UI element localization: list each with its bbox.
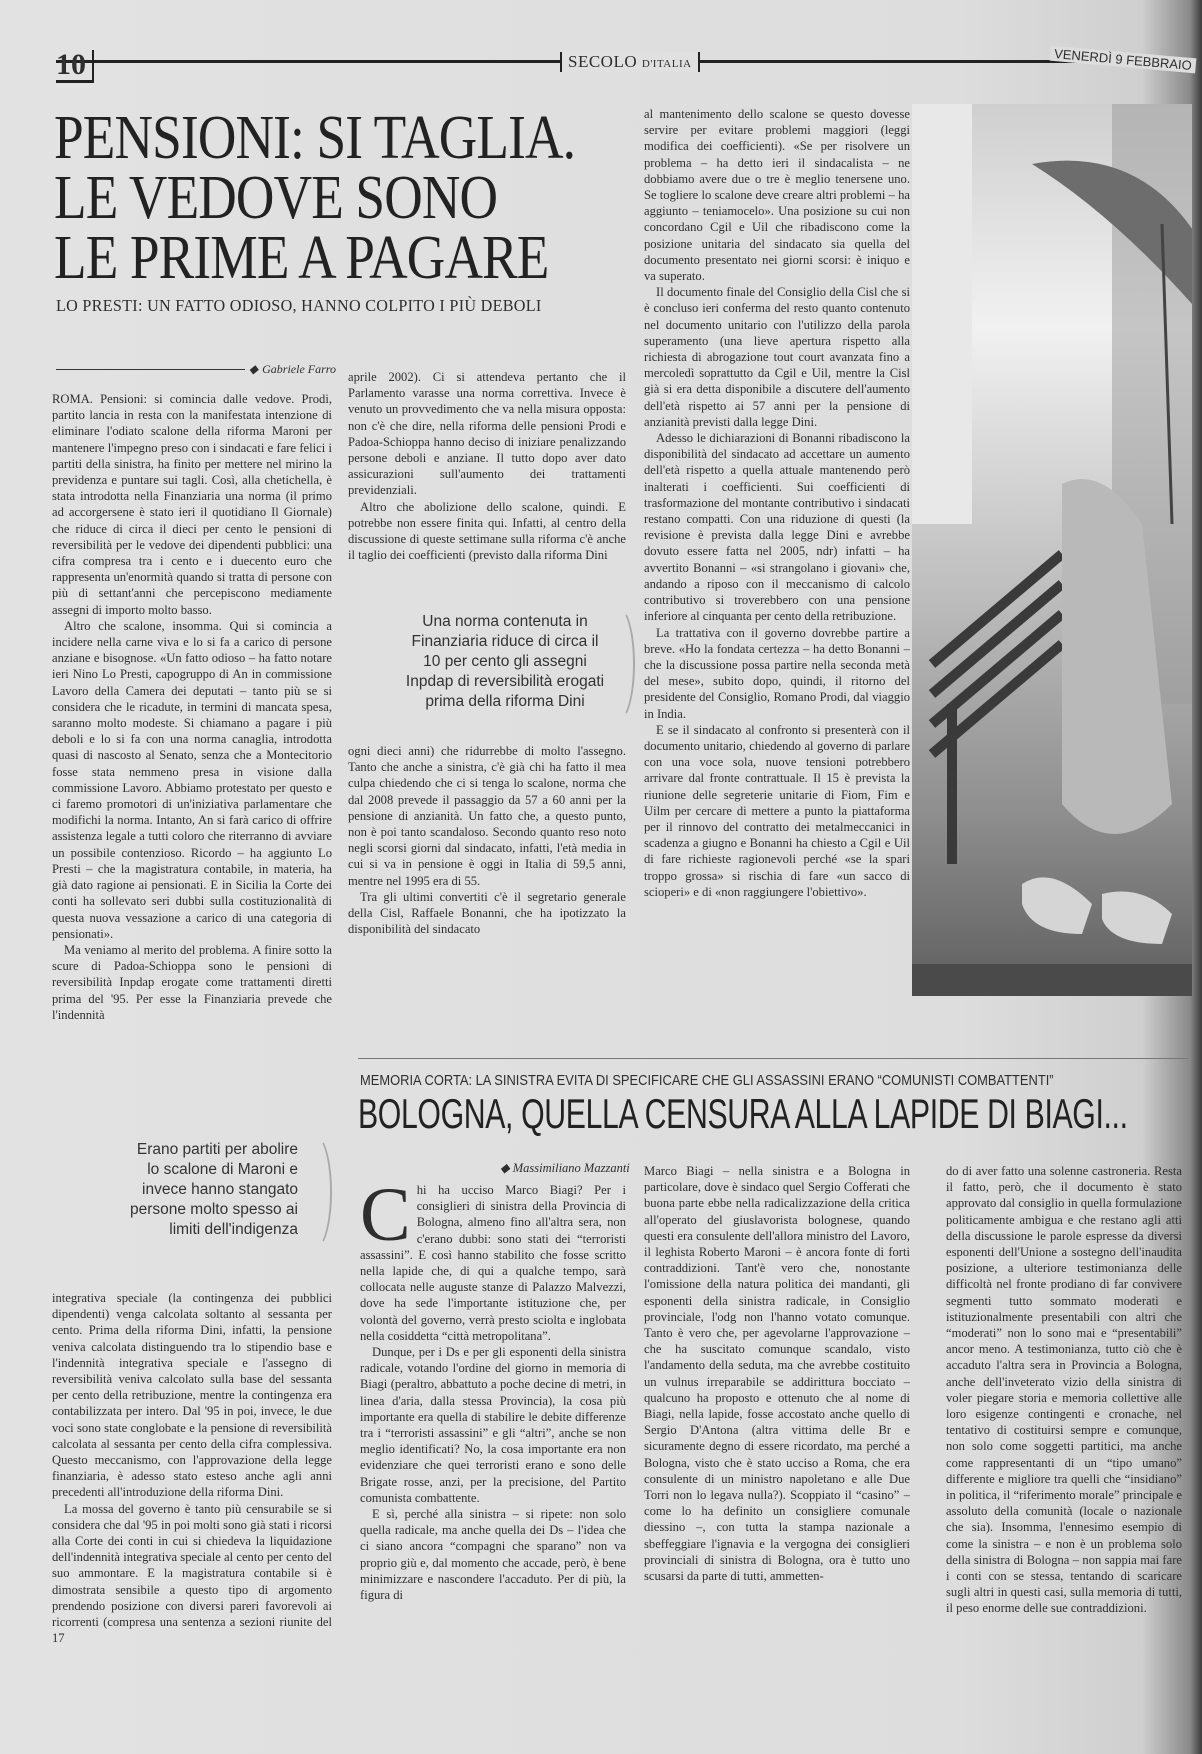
article-column-2-top — [348, 369, 626, 564]
paragraph: Altro che abolizione dello scalone, quindi. E potrebbe non essere finita qui. Infatti, al centro della discussione di queste settimane sulla riforma c'è anche il taglio dei coefficienti (previsto dalla riforma Dini — [348, 499, 626, 563]
paragraph: La trattativa con il governo dovrebbe partire a breve. «Ho la fondata certezza – ha detto Bonanni – che la discussione possa partire nella seconda metà del mese», subito dopo, quindi, il ritorno del presidente del Consiglio, Romano Prodi, dal viaggio in India. — [644, 625, 910, 721]
paragraph: Dunque, per i Ds e per gli esponenti della sinistra radicale, votando l'ordine del giorno in memoria di Biagi (peraltro, abbattuto a poche decine di metri, in linea d'aria, dalla stessa Provincia), la cosa più importante era quella di stabilire le debite differenze tra i “terroristi assassini” e gli “altri”, anche se non meglio identificati? No, la cosa importante era non evidenziare che quei terroristi erano e sono delle Brigate rosse, anzi, per la precisione, del Partito comunista combattente. — [360, 1345, 626, 1505]
author: Massimiliano Mazzanti — [512, 1161, 630, 1175]
drop-cap: C — [360, 1182, 411, 1257]
diamond-icon: ◆ — [500, 1161, 513, 1175]
headline-line: LE VEDOVE SONO — [54, 164, 498, 232]
author: Gabriele Farro — [262, 362, 336, 376]
byline — [56, 362, 336, 377]
article2-title: BOLOGNA, QUELLA CENSURA ALLA LAPIDE DI BIAGI... — [358, 1090, 1128, 1137]
article2-column-2 — [644, 1163, 910, 1734]
headline-line: LE PRIME A PAGARE — [54, 224, 549, 292]
article-column-2-bottom — [348, 743, 626, 998]
article2-kicker: MEMORIA CORTA: LA SINISTRA EVITA DI SPECIFICARE CHE GLI ASSASSINI ERANO “COMUNISTI COMBATTENTI” — [360, 1072, 1054, 1089]
pull-quote-text: Una norma contenuta in Finanziaria riduce di circa il 10 per cento gli assegni Inpdap di reversibilità erogati prima della riforma Dini — [405, 613, 605, 710]
paragraph: Adesso le dichiarazioni di Bonanni ribadiscono la disponibilità del sindacato ad accettare un aumento dell'età rispetto a quella attuale mantenendo però inalterati i coefficienti. Sui coefficienti di trasformazione del montante contributivo i sindacati restano compatti. Con una riduzione di questi (la revisione è prevista dalla legge Dini e avrebbe dovuto essere fatta nel 2005, ndr) infatti – ha avvertito Bonanni – «si strangolano i giovani» che, andando a riposo con il meccanismo di calcolo contributivo si troverebbero con una pensione inferiore al cinquanta per cento della retribuzione. — [644, 431, 910, 624]
photo-elderly-woman-bench — [912, 104, 1192, 996]
paragraph: ogni dieci anni) che ridurrebbe di molto l'assegno. Tanto che anche a sinistra, c'è già chi ha fatto il mea culpa chiedendo che ci si tenga lo scalone, norma che dal 2008 prevede il passaggio da 57 a 60 anni per la pensione di anzianità. Un fatto che, a questo punto, non è poi tanto scandaloso. Secondo quanto reso noto negli scorsi giorni dal sindacato, infatti, l'età media in cui si va in pensione è oggi in Italia di 59,5 anni, mentre nel 1995 era di 55. — [348, 744, 626, 888]
paragraph: E sì, perché alla sinistra – si ripete: non solo quella radicale, ma anche quella dei Ds – l'idea che ci siano ancora “compagni che sparano” non va proprio giù e, dal momento che accade, però, è bene minimizzare e nascondere l'accaduto. Per di più, la figura di — [360, 1507, 626, 1603]
pull-quote — [405, 612, 605, 712]
paragraph: Marco Biagi – nella sinistra e a Bologna in particolare, dove è sindaco quel Sergio Cofferati che buona parte ebbe nella radicalizzazione della critica all'operato del giuslavorista bolognese, quando questi era consulente dell'allora ministro del Lavoro, il leghista Roberto Maroni – è ancora fonte di forti contraddizioni. Tant'è vero che, nonostante l'omissione della natura politica dei mandanti, gli esponenti della sinistra radicale, in Consiglio provinciale, l'odg non l'hanno votato comunque. Tanto è vero che, per agevolarne l'approvazione – che ha suscitato comunque scandalo, visto l'andamento della seduta, ma che avrebbe costituito un vulnus irreparabile se addirittura bocciato – qualcuno ha proposto e ottenuto che al nome di Biagi, nella lapide, fosse accostato anche quello di Sergio D'Antona (altra vittima delle Br e sicuramente degno di essere ricordato, ma perché a Bologna, visto che è stato ucciso a Roma, che era consulente di un ministro napoletano e alle Due Torri non lo legava nulla?). Scoppiato il “casino” – come lo ha definito un consigliere comunale diessino –, con tutta la stampa nazionale a sbeffeggiare l'ignavia e la vergogna dei consiglieri provinciali di sinistra di Bologna, ora è tutto uno scusarsi da parte di tutti, ammetten- — [644, 1164, 910, 1584]
section-divider — [358, 1058, 1188, 1059]
paragraph: Ma veniamo al merito del problema. A finire sotto la scure di Padoa-Schioppa sono le pensioni di reversibilità Inpdap erogate come trattamenti diretti prima del '95. Per esse la Finanziaria prevede che l'indennità — [52, 942, 332, 1022]
page-number: 10 — [56, 50, 94, 83]
article2-column-1 — [360, 1182, 626, 1734]
paragraph: Il documento finale del Consiglio della Cisl che si è concluso ieri conferma del resto quanto contenuto nel documento unitario con l'utilizzo della parola superamento (una lieve apertura rispetto alla richiesta di abrogazione tout court avanzata fino a mercoledì soprattutto da Cgil e Uil, mentre la Cisl già si era detta disponibile a discutere dell'aumento dell'età rispetto ai 57 anni per la pensione di anzianità previsti dalla legge Dini. — [644, 285, 910, 429]
headline — [54, 104, 660, 292]
pull-quote-2 — [122, 1140, 298, 1240]
photo-illustration — [912, 104, 1192, 996]
paragraph: al mantenimento dello scalone se questo dovesse servire per evitare problemi maggiori (leggi modifica dei coefficienti). «Se per risolvere un problema – ha detto ieri il sindacalista – ne dobbiamo avere due o tre è meglio tenersene uno. Se togliere lo scalone deve creare altri problemi – ha aggiunto – teniamocelo». Una posizione su cui non concordano Cgil e Uil che ribadiscono come la posizione unitaria del sindacato sia quella del documento presentato nei giorni scorsi: è iniquo e va superato. — [644, 107, 910, 284]
paragraph: ROMA. Pensioni: si comincia dalle vedove. Prodi, partito lancia in resta con la manifestata intenzione di eliminare l'odiato scalone della riforma Maroni per mantenere l'impegno preso con i sindacati e fare felici i partiti della sinistra, ha finito per mettere nel mirino la previdenza e puntare sui tagli. Così, alla chetichella, è stata introdotta nella Finanziaria una norma (il primo ad accorgersene è stato ieri il quotidiano Il Giornale) che riduce di circa il dieci per cento le pensioni di reversibilità per le vedove dei dipendenti pubblici: una cifra compresa tra i cento e i duecento euro che rappresenta un'enormità quando si tratta di persone con più di settant'anni che percepiscono mediamente assegni di importo molto basso. — [52, 392, 332, 617]
headline-line: PENSIONI: SI TAGLIA. — [54, 104, 576, 172]
paren-decoration — [298, 1134, 332, 1250]
subheadline: LO PRESTI: UN FATTO ODIOSO, HANNO COLPITO I PIÙ DEBOLI — [56, 296, 542, 315]
paren-decoration — [601, 606, 635, 722]
byline-rule — [56, 369, 245, 370]
paragraph: Altro che scalone, insomma. Qui si comincia a incidere nella carne viva e lo si fa a carico di persone anziane e bisognose. «Un fatto odioso – ha fatto notare ieri Nino Lo Presti, capogruppo di An in commissione Lavoro della Camera dei deputati – tanto più se si considera che le ricadute, in termini di mancata spesa, saranno molto modeste. Si chiamano a pagare i più deboli e lo si fa con una norma canaglia, introdotta quasi di nascosto al Senato, senza che a Montecitorio fosse stata nemmeno presa in visione dalla commissione Lavoro. Abbiamo protestato per questo e ci faremo promotori di un'iniziativa parlamentare che modifichi la norma. Intanto, An si farà carico di offrire assistenza legale a tutti coloro che riterranno di avviare un possibile contenzioso. Ricordo – ha aggiunto Lo Presti – che la magistratura contabile, in materia, ha già dato ragione ai pensionati. E in Sicilia la Corte dei conti ha sollevato seri dubbi sulla costituzionalità di questa nuova vessazione a carico di una categoria di pensionati». — [52, 618, 332, 941]
masthead-main: SECOLO — [568, 52, 638, 71]
diamond-icon: ◆ — [248, 362, 259, 376]
article2-column-3 — [946, 1163, 1182, 1734]
paragraph: Tra gli ultimi convertiti c'è il segretario generale della Cisl, Raffaele Bonanni, che ha ipotizzato la disponibilità del sindacato — [348, 889, 626, 937]
paragraph: hi ha ucciso Marco Biagi? Per i consiglieri di sinistra della Provincia di Bologna, almeno fino all'altra sera, non c'erano dubbi: sono stati dei “terroristi assassini”. E così hanno stabilito che fosse scritto nella lapide che, di qui a qualche tempo, sarà collocata nelle auguste stanze di Palazzo Malvezzi, dove ha sede l'importante istituzione che, per volontà del governo, verrà presto sciolta e inglobata nella cosiddetta “città metropolitana”. — [360, 1183, 626, 1343]
article-column-1-top — [52, 391, 332, 1109]
paragraph: E se il sindacato al confronto si presenterà con il documento unitario, chiedendo al governo di parlare con una voce sola, nuove tensioni potrebbero arrivare dal fronte contrattuale. Il 15 è prevista la riunione delle segreterie unitarie di Fiom, Fim e Uilm per cercare di mettere a punto la piattaforma per il rinnovo del contratto dei metalmeccanici in scadenza a giugno e Bonanni ha chiesto a Cgil e Uil di fare richieste ragionevoli perché «se la spari troppo grossa» si rischia di fare «un sacco di scioperi» e di «non raggiungere l'obiettivo». — [644, 722, 910, 899]
masthead — [560, 52, 700, 72]
masthead-small: D'ITALIA — [641, 58, 692, 70]
pull-quote-text: Erano partiti per abolire lo scalone di Maroni e invece hanno stangato persone molto spesso ai limiti dell'indigenza — [129, 1141, 298, 1238]
paragraph: integrativa speciale (la contingenza dei pubblici dipendenti) venga calcolata soltanto al sessanta per cento. Prima della riforma Dini, infatti, la pensione veniva calcolata distinguendo tra lo stipendio base e l'indennità integrativa speciale e l'assegno di reversibilità veniva calcolato sulla base del sessanta per cento della retribuzione, mentre la contingenza era contabilizzata per intero. Dal '95 in poi, invece, le due voci sono state conglobate e la pensione di reversibilità calcolata al sessanta per cento della cifra complessiva. Questo meccanismo, con l'approvazione della legge finanziaria, è adesso stato esteso anche agli anni precedenti all'introduzione della riforma Dini. — [52, 1291, 332, 1500]
paragraph: do di aver fatto una solenne castroneria. Resta il fatto, però, che il documento è stato approvato dal consiglio in quella formulazione politicamente ambigua e che restano agli atti della discussione le parole espresse da diversi esponenti dell'Unione a sostegno dell'inaudita posizione, a ulteriore testimonianza delle difficoltà nel fronte prodiano di far convivere segmenti tutto sommato moderati e istituzionalmente presentabili con altri che “moderati” non lo sono mai e “presentabili” ancor meno. A testimonianza, tutto ciò che è accaduto l'altra sera in Provincia a Bologna, anche dell'inveterato vizio della sinistra di voler piegare storia e memoria collettive alle loro esigenze contingenti e cronache, nel tentativo di costituirsi sempre e comunque, non solo come soggetti partitici, ma anche come rappresentanti di un “tipo umano” differente e migliore tra quelli che “insidiano” in politica, il “riferimento morale” principale e assoluto della comunità (locale o nazionale che sia). Insomma, l'ennesimo esempio di come la sinistra – e non è un problema solo della sinistra di Bologna – non sappia mai fare i conti con se stessa, tentando di scaricare sugli altri in questi casi, sulla memoria di tutti, il peso enorme delle sue contraddizioni. — [946, 1164, 1182, 1616]
article-column-1-bottom — [52, 1290, 332, 1735]
article2-byline — [500, 1160, 630, 1176]
issue-date: VENERDÌ 9 FEBBRAIO — [1050, 46, 1197, 74]
article-column-3 — [644, 106, 910, 998]
paragraph: La mossa del governo è tanto più censurabile se si considera che dal '95 in poi molti sono già stati i ricorsi alla Corte dei conti in cui si chiedeva la liquidazione dell'indennità integrativa speciale al cento per cento del suo ammontare. E la magistratura contabile si è dimostrata sensibile a questo tipo di argomento prendendo posizione con diversi pareri favorevoli ai ricorrenti (compresa una sentenza a sezioni riunite del 17 — [52, 1501, 332, 1646]
paragraph: aprile 2002). Ci si attendeva pertanto che il Parlamento varasse una norma correttiva. Invece è venuto un provvedimento che va nella misura opposta: non c'è che dire, nella riforma delle pensioni Prodi e Padoa-Schioppa hanno deciso di iniziare penalizzando persone deboli e anziane. Il tutto dopo aver dato assicurazioni sull'aumento dei trattamenti previdenziali. — [348, 370, 626, 498]
